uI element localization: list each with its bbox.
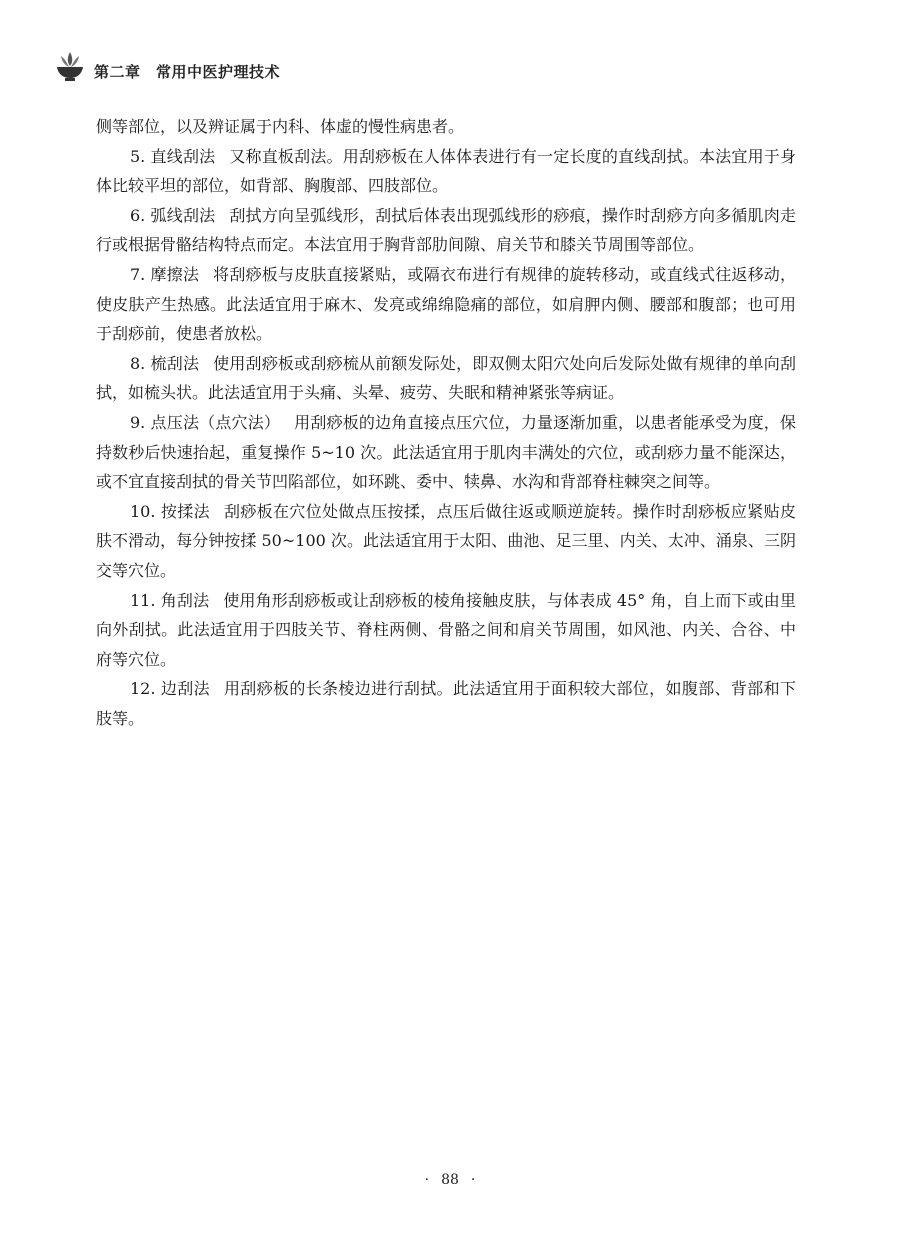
method-text: 刮痧板在穴位处做点压按揉，点压后做往返或顺逆旋转。操作时刮痧板应紧贴皮肤不滑动，每分钟按揉 50~100 次。此法适宜用于太阳、曲池、足三里、内关、太冲、涌泉、三阴交等穴位。 (96, 501, 796, 580)
method-item (96, 142, 796, 201)
method-term: 7. 摩擦法 (130, 264, 200, 284)
method-item (96, 201, 796, 260)
method-term: 12. 边刮法 (130, 679, 210, 699)
footer-dot-right: · (470, 1172, 476, 1188)
method-term: 8. 梳刮法 (130, 353, 200, 373)
chapter-title: 第二章 常用中医护理技术 (94, 62, 281, 81)
page-header (52, 46, 280, 86)
method-item (96, 408, 796, 497)
body-text (96, 112, 796, 733)
method-term: 10. 按揉法 (130, 501, 210, 521)
continued-paragraph: 侧等部位，以及辨证属于内科、体虚的慢性病患者。 (96, 117, 465, 136)
method-text: 使用角形刮痧板或让刮痧板的棱角接触皮肤，与体表成 45° 角，自上而下或由里向外刮拭。此法适宜用于四肢关节、脊柱两侧、骨骼之间和肩关节周围，如风池、内关、合谷、中府等穴位。 (96, 590, 796, 669)
mortar-leaf-logo-icon (52, 48, 88, 84)
page-footer (0, 1172, 900, 1188)
page-number: 88 (441, 1172, 459, 1188)
method-term: 5. 直线刮法 (130, 146, 216, 166)
method-text: 又称直板刮法。用刮痧板在人体体表进行有一定长度的直线刮拭。本法宜用于身体比较平坦的部位，如背部、胸腹部、四肢部位。 (96, 146, 796, 196)
method-item (96, 674, 796, 733)
footer-dot-left: · (424, 1172, 430, 1188)
method-term: 9. 点压法（点穴法） (130, 412, 281, 432)
method-item (96, 260, 796, 349)
method-item (96, 497, 796, 586)
method-text: 用刮痧板的边角直接点压穴位，力量逐渐加重，以患者能承受为度，保持数秒后快速抬起，重复操作 5~10 次。此法适宜用于肌肉丰满处的穴位，或刮痧力量不能深达，或不宜直接刮拭的骨关节凹陷部位，如环跳、委中、犊鼻、水沟和背部脊柱棘突之间等。 (96, 412, 796, 492)
method-item (96, 586, 796, 675)
method-text: 将刮痧板与皮肤直接紧贴，或隔衣布进行有规律的旋转移动，或直线式往返移动，使皮肤产生热感。此法适宜用于麻木、发亮或绵绵隐痛的部位，如肩胛内侧、腰部和腹部；也可用于刮痧前，使患者放松。 (96, 264, 796, 344)
method-text: 用刮痧板的长条棱边进行刮拭。此法适宜用于面积较大部位，如腹部、背部和下肢等。 (96, 679, 796, 728)
method-text: 刮拭方向呈弧线形，刮拭后体表出现弧线形的痧痕，操作时刮痧方向多循肌肉走行或根据骨骼结构特点而定。本法宜用于胸背部肋间隙、肩关节和膝关节周围等部位。 (96, 205, 796, 255)
method-item (96, 349, 796, 408)
method-term: 6. 弧线刮法 (130, 205, 216, 225)
method-text: 使用刮痧板或刮痧梳从前额发际处，即双侧太阳穴处向后发际处做有规律的单向刮拭，如梳头状。此法适宜用于头痛、头晕、疲劳、失眠和精神紧张等病证。 (96, 353, 796, 403)
method-term: 11. 角刮法 (130, 590, 210, 610)
